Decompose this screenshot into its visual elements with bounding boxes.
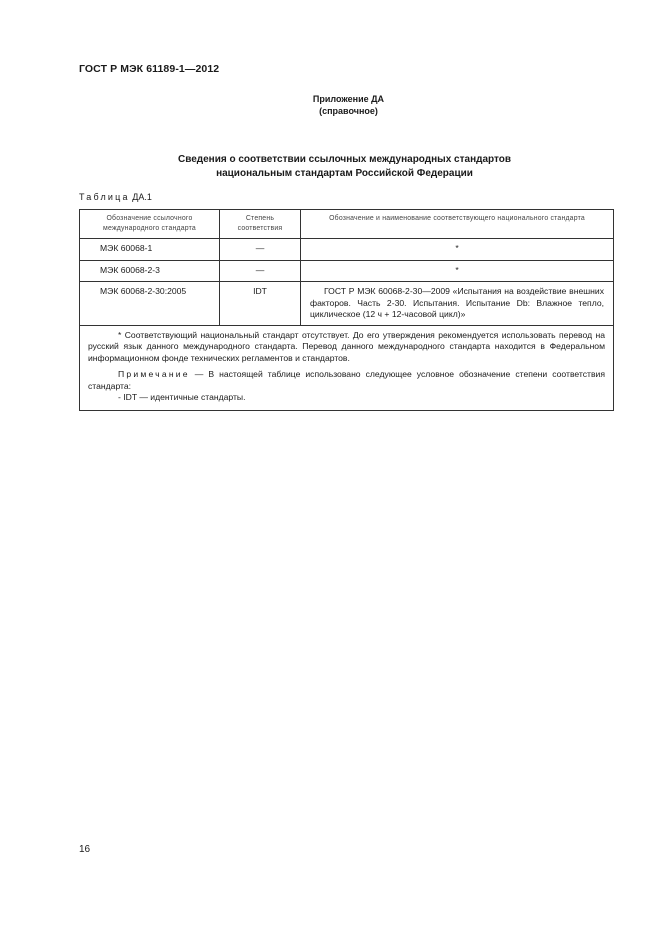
annex-heading bbox=[0, 93, 661, 117]
table-row bbox=[80, 239, 614, 261]
table-caption-number: ДА.1 bbox=[132, 192, 152, 202]
cell-national-standard: ГОСТ Р МЭК 60068-2-30—2009 «Испытания на воздействие внешних факторов. Часть 2-30. Испытания. Испытание Db: Влажное тепло, циклическое (12 ч + 12-часовой цикл)» bbox=[301, 282, 614, 326]
table-caption bbox=[79, 192, 152, 202]
header-national-standard: Обозначение и наименование соответствующего национального стандарта bbox=[301, 210, 614, 239]
table-caption-label: Таблица bbox=[79, 192, 130, 202]
note-paragraph bbox=[88, 369, 605, 392]
cell-national-standard: * bbox=[301, 260, 614, 282]
note-text: — В настоящей таблице использовано следующее условное обозначение степени соответствия стандарта: bbox=[88, 369, 605, 391]
cell-degree: — bbox=[220, 239, 301, 261]
cell-degree: IDT bbox=[220, 282, 301, 326]
table-footer-row bbox=[80, 325, 614, 411]
section-title-line-1: Сведения о соответствии ссылочных международных стандартов bbox=[177, 154, 512, 165]
table-notes bbox=[80, 325, 614, 411]
page-number: 16 bbox=[79, 844, 91, 855]
section-title bbox=[0, 153, 661, 180]
header-degree: Степень соответствия bbox=[220, 210, 301, 239]
cell-degree: — bbox=[220, 260, 301, 282]
standard-code-header: ГОСТ Р МЭК 61189-1—2012 bbox=[79, 63, 220, 75]
note-legend: - IDT — идентичные стандарты. bbox=[118, 392, 246, 403]
cell-national-standard: * bbox=[301, 239, 614, 261]
section-title-line-2: национальным стандартам Российской Федерации bbox=[216, 167, 473, 179]
header-ref-standard: Обозначение ссылочного международного стандарта bbox=[80, 210, 220, 239]
cell-ref-standard: МЭК 60068-1 bbox=[80, 239, 220, 261]
annex-title: Приложение ДА bbox=[312, 94, 385, 104]
cell-ref-standard: МЭК 60068-2-3 bbox=[80, 260, 220, 282]
table-row bbox=[80, 282, 614, 326]
table-header-row bbox=[80, 210, 614, 239]
table-row bbox=[80, 260, 614, 282]
correspondence-table bbox=[79, 209, 614, 411]
note-label: Примечание bbox=[118, 369, 190, 380]
annex-type: (справочное) bbox=[319, 106, 378, 116]
cell-ref-standard: МЭК 60068-2-30:2005 bbox=[80, 282, 220, 326]
footnote-text: * Соответствующий национальный стандарт отсутствует. До его утверждения рекомендуется использовать перевод на русский язык данного международного стандарта. Перевод данного международного стандарта находится в Федеральном информационном фонде технических регламентов и стандартов. bbox=[88, 329, 605, 363]
